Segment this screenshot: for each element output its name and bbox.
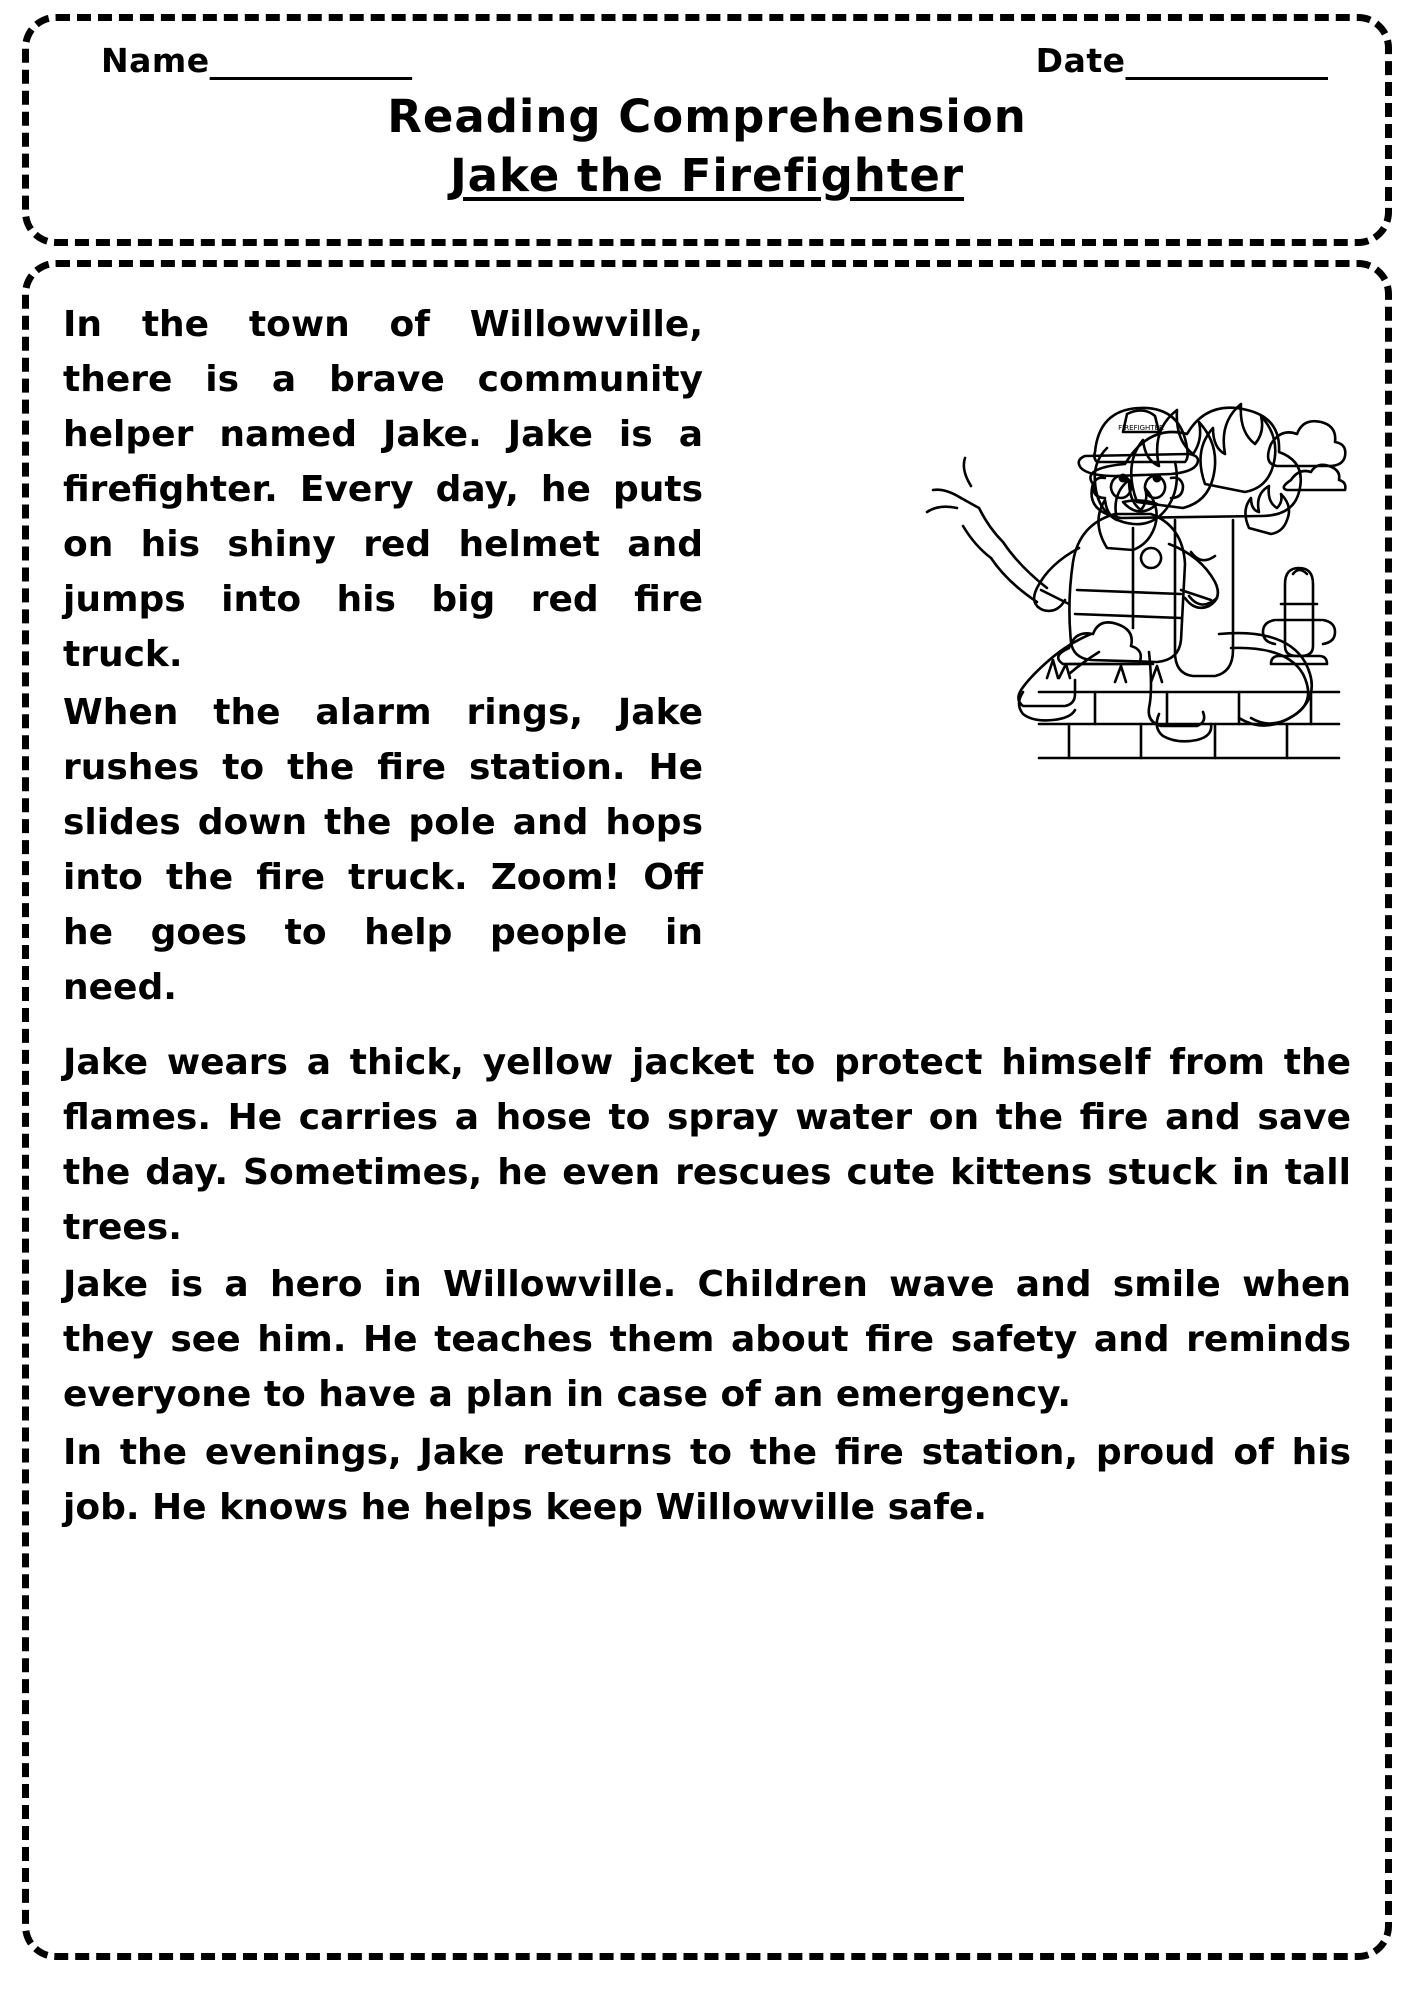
passage-bottom-section — [63, 1035, 1351, 1535]
name-label: Name — [101, 41, 210, 80]
name-date-row — [69, 35, 1345, 80]
header-card — [22, 14, 1392, 246]
title-block — [69, 90, 1345, 204]
paragraph-1: In the town of Willowville, there is a brave community helper named Jake. Jake is a firefighter. Every day, he puts on his shiny red helmet and jumps into his big red fire truck. — [63, 304, 703, 676]
page-subtitle: Jake the Firefighter — [449, 148, 965, 202]
date-label: Date — [1035, 41, 1126, 80]
paragraph-3: Jake wears a thick, yellow jacket to protect himself from the flames. He carries a hose to spray water on the fire and save the day. Sometimes, he even rescues cute kittens stuck in tall trees. — [63, 1042, 1351, 1249]
date-field[interactable] — [1036, 41, 1327, 80]
passage-card — [22, 260, 1392, 1960]
firefighter-illustration — [919, 352, 1349, 804]
page-title: Reading Comprehension — [387, 90, 1027, 143]
name-blank-line: _____________ — [209, 41, 412, 80]
name-field[interactable] — [101, 41, 411, 80]
paragraph-2: When the alarm rings, Jake rushes to the fire station. He slides down the pole and hops into the fire truck. Zoom! Off he goes to help people in need. — [63, 691, 703, 1008]
paragraph-5: In the evenings, Jake returns to the fire station, proud of his job. He knows he helps keep Willowville safe. — [63, 1431, 1351, 1528]
date-blank-line: _____________ — [1125, 41, 1327, 80]
passage-top-section — [63, 297, 1351, 1017]
paragraph-4: Jake is a hero in Willowville. Children wave and smile when they see him. He teaches them about fire safety and reminds everyone to have a plan in case of an emergency. — [63, 1264, 1351, 1416]
svg-text:FIREFIGHTER: FIREFIGHTER — [1118, 424, 1164, 432]
